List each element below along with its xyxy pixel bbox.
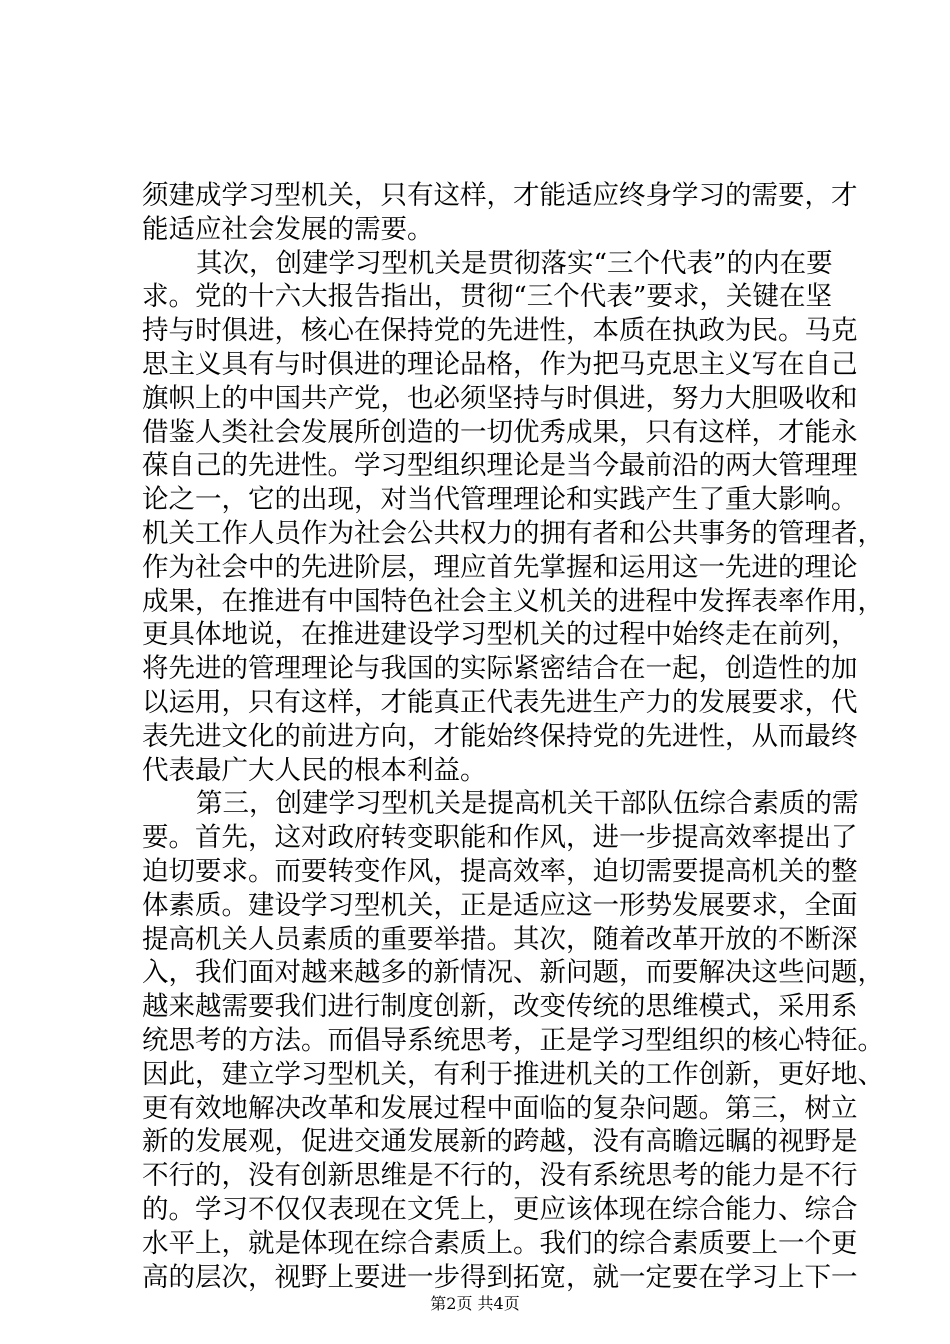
text-line: 将先进的管理理论与我国的实际紧密结合在一起，创造性的加 — [142, 653, 858, 685]
text-line: 第三，创建学习型机关是提高机关干部队伍综合素质的需 — [196, 788, 859, 820]
text-line: 借鉴人类社会发展所创造的一切优秀成果，只有这样，才能永 — [142, 416, 858, 448]
text-line: 以运用，只有这样，才能真正代表先进生产力的发展要求，代 — [142, 687, 858, 718]
text-line: 要。首先，这对政府转变职能和作风，进一步提高效率提出了 — [142, 822, 858, 854]
text-line: 统思考的方法。而倡导系统思考，正是学习型组织的核心特征。 — [142, 1025, 884, 1056]
text-line: 旗帜上的中国共产党，也必须坚持与时俱进，努力大胆吸收和 — [142, 382, 858, 414]
text-line: 表先进文化的前进方向，才能始终保持党的先进性，从而最终 — [142, 720, 858, 752]
text-line: 高的层次，视野上要进一步得到拓宽，就一定要在学习上下一 — [142, 1261, 858, 1293]
text-line: 入，我们面对越来越多的新情况、新问题，而要解决这些问题， — [142, 957, 884, 989]
text-line: 葆自己的先进性。学习型组织理论是当今最前沿的两大管理理 — [142, 450, 858, 482]
text-line: 其次，创建学习型机关是贯彻落实“三个代表”的内在要 — [196, 247, 833, 279]
text-line: 论之一，它的出现，对当代管理理论和实践产生了重大影响。 — [142, 484, 858, 516]
page-footer: 第2页 共4页 — [430, 1294, 520, 1313]
text-line: 的。学习不仅仅表现在文凭上，更应该体现在综合能力、综合 — [142, 1194, 858, 1225]
text-line: 持与时俱进，核心在保持党的先进性，本质在执政为民。马克 — [142, 315, 858, 347]
text-line: 迫切要求。而要转变作风，提高效率，迫切需要提高机关的整 — [142, 856, 858, 887]
text-line: 新的发展观，促进交通发展新的跨越，没有高瞻远瞩的视野是 — [142, 1126, 858, 1158]
text-line: 体素质。建设学习型机关，正是适应这一形势发展要求，全面 — [142, 889, 858, 921]
text-line: 不行的，没有创新思维是不行的，没有系统思考的能力是不行 — [142, 1160, 858, 1192]
text-line: 水平上，就是体现在综合素质上。我们的综合素质要上一个更 — [142, 1227, 858, 1259]
text-line: 因此，建立学习型机关，有利于推进机关的工作创新，更好地、 — [142, 1058, 884, 1090]
text-line: 成果，在推进有中国特色社会主义机关的进程中发挥表率作用， — [142, 585, 884, 617]
text-line: 代表最广大人民的根本利益。 — [142, 754, 487, 786]
text-line: 越来越需要我们进行制度创新，改变传统的思维模式，采用系 — [142, 991, 858, 1023]
text-line: 须建成学习型机关，只有这样，才能适应终身学习的需要，才 — [142, 180, 858, 211]
text-line: 思主义具有与时俱进的理论品格，作为把马克思主义写在自己 — [142, 349, 858, 380]
text-line: 能适应社会发展的需要。 — [142, 213, 434, 245]
text-line: 更有效地解决改革和发展过程中面临的复杂问题。第三，树立 — [142, 1092, 858, 1124]
text-line: 作为社会中的先进阶层，理应首先掌握和运用这一先进的理论 — [142, 551, 858, 583]
text-line: 求。党的十六大报告指出，贯彻“三个代表”要求，关键在坚 — [142, 281, 832, 313]
text-line: 机关工作人员作为社会公共权力的拥有者和公共事务的管理者， — [142, 518, 884, 549]
text-line: 更具体地说，在推进建设学习型机关的过程中始终走在前列， — [142, 619, 858, 651]
text-line: 提高机关人员素质的重要举措。其次，随着改革开放的不断深 — [142, 923, 858, 955]
